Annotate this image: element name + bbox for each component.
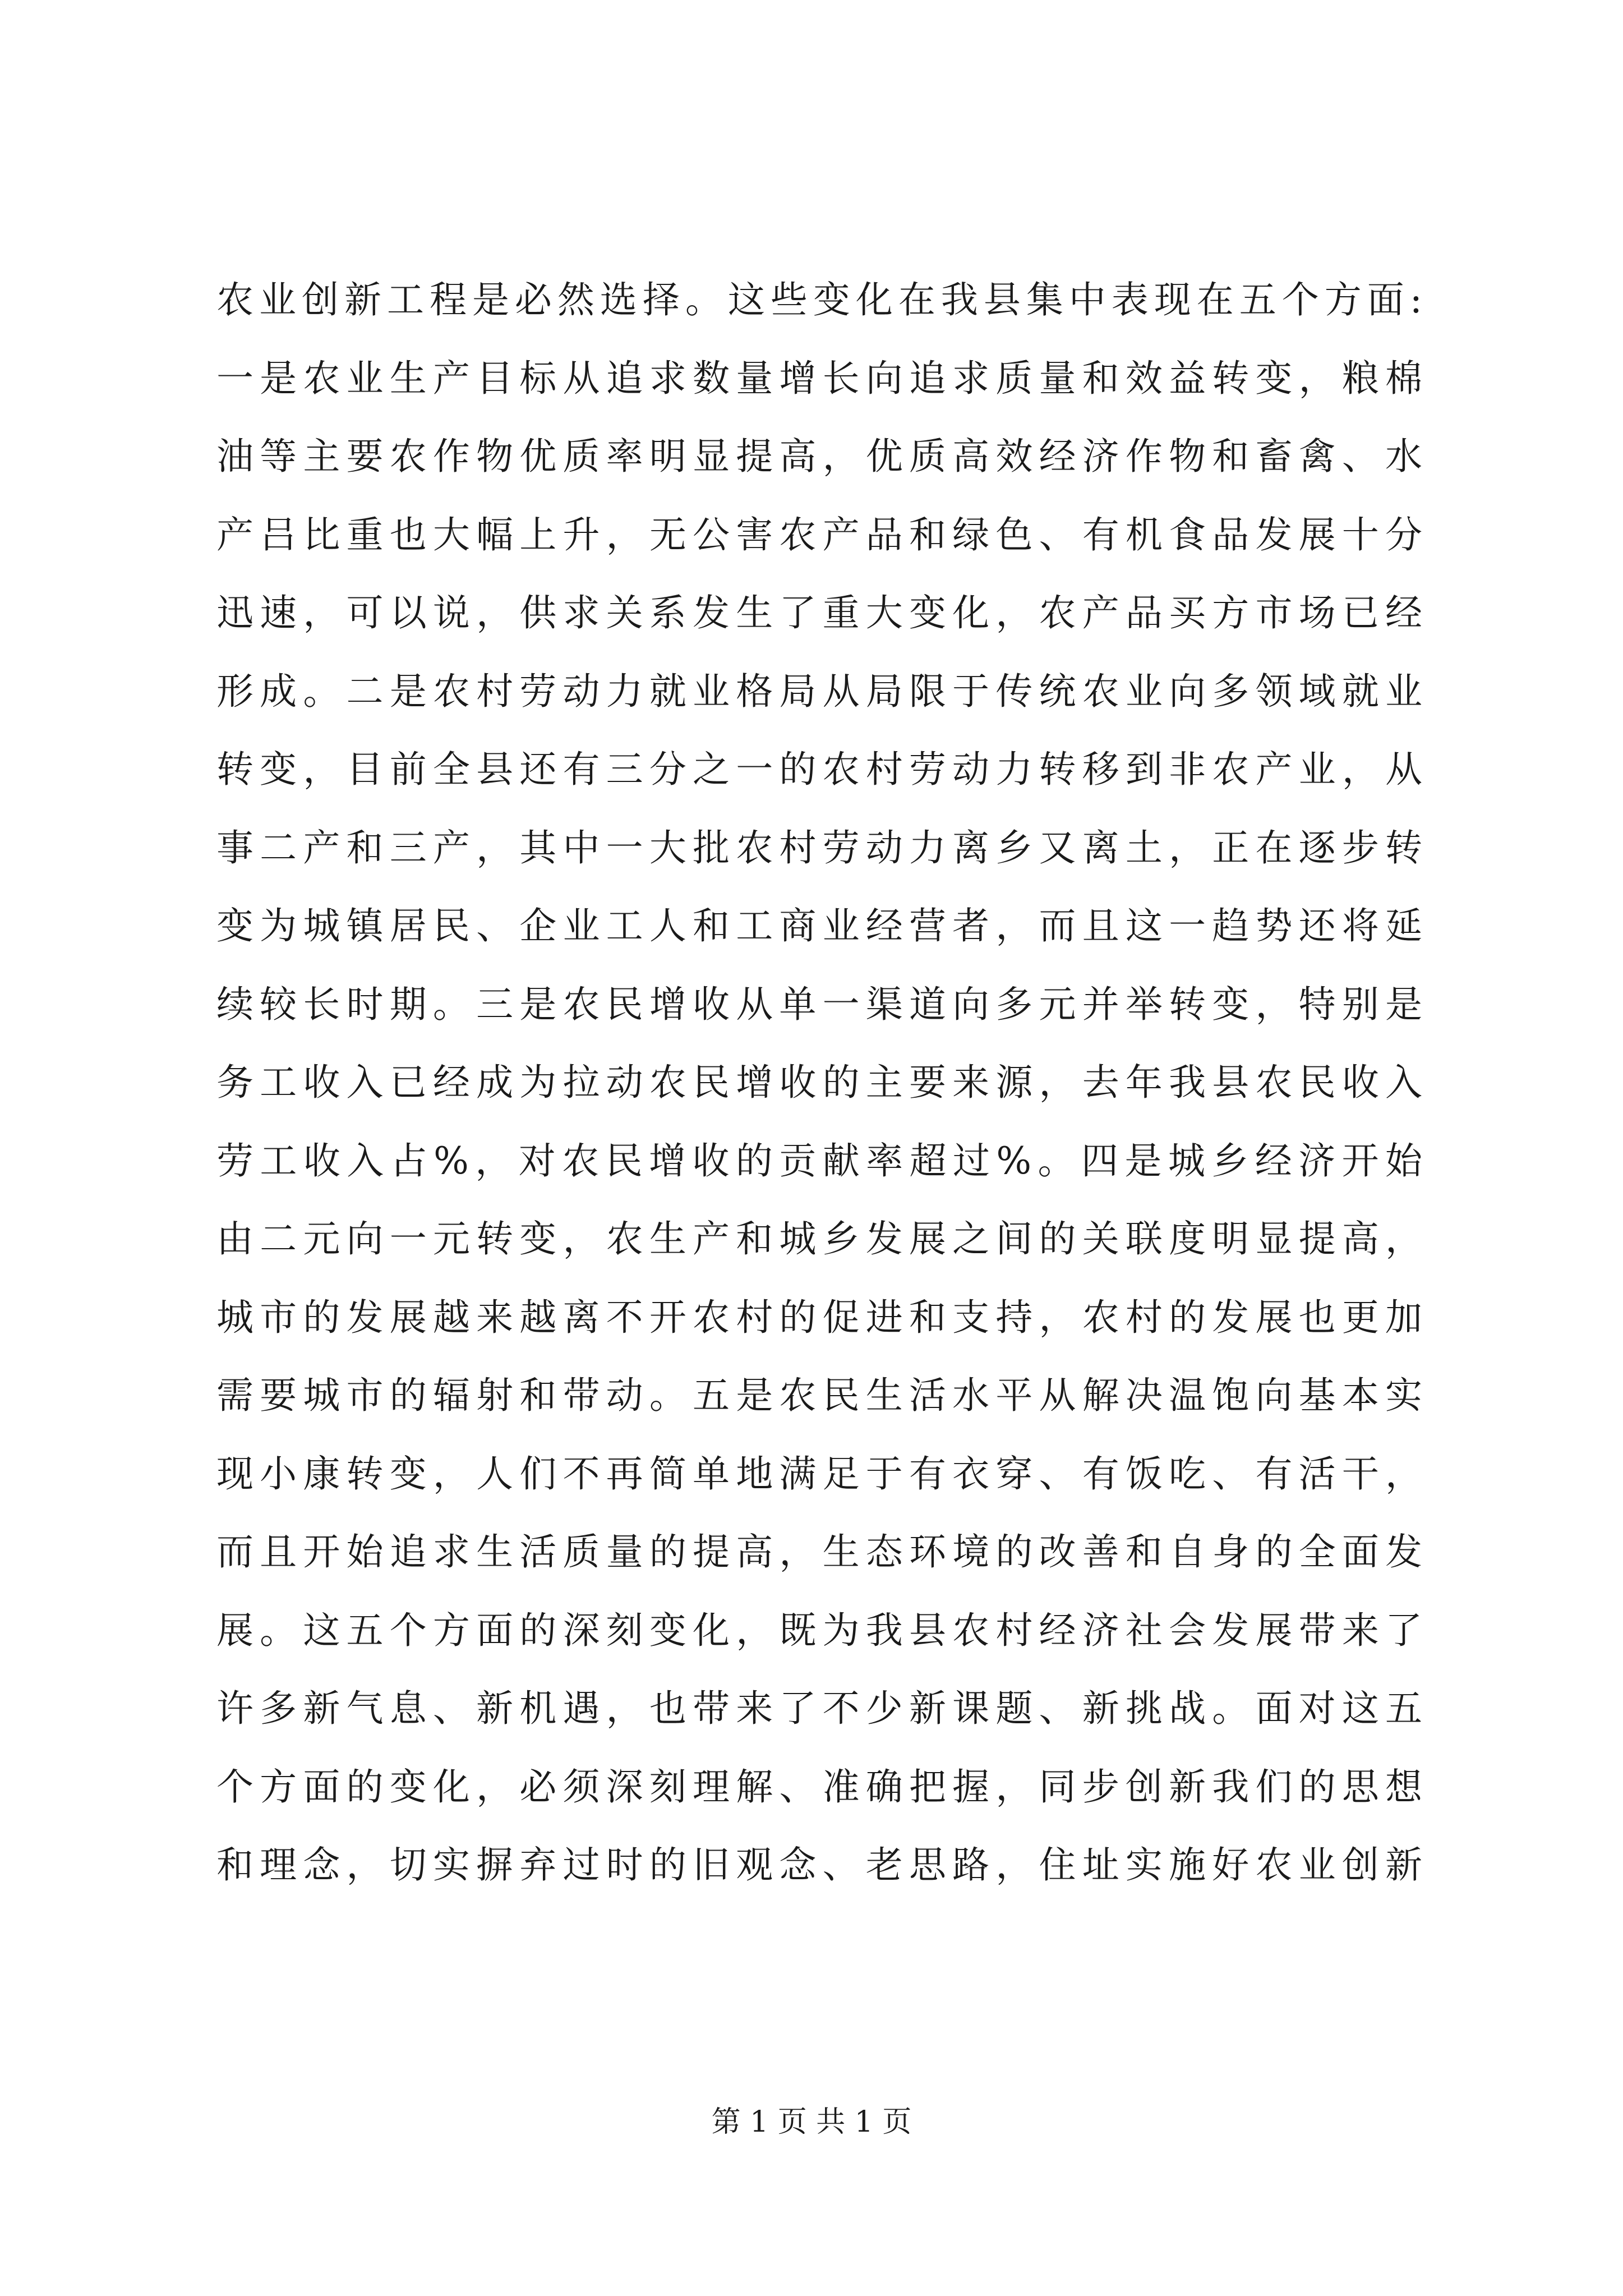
text-line: 一是农业生产目标从追求数量增长向追求质量和效益转变，粮棉 <box>216 356 1422 400</box>
text-line: 由二元向一元转变，农生产和城乡发展之间的关联度明显提高， <box>216 1217 1422 1260</box>
text-line: 产吕比重也大幅上升，无公害农产品和绿色、有机食品发展十分 <box>216 513 1422 556</box>
text-line: 城市的发展越来越离不开农村的促进和支持，农村的发展也更加 <box>216 1295 1422 1339</box>
text-line: 而且开始追求生活质量的提高，生态环境的改善和自身的全面发 <box>216 1530 1422 1573</box>
text-line: 需要城市的辐射和带动。五是农民生活水平从解决温饱向基本实 <box>216 1374 1422 1417</box>
text-line: 农业创新工程是必然选择。这些变化在我县集中表现在五个方面: <box>216 278 1422 321</box>
text-line: 油等主要农作物优质率明显提高，优质高效经济作物和畜禽、水 <box>216 435 1422 478</box>
text-line: 和理念，切实摒弃过时的旧观念、老思路，住址实施好农业创新 <box>216 1843 1422 1887</box>
text-line: 转变，目前全县还有三分之一的农村劳动力转移到非农产业，从 <box>216 748 1422 791</box>
text-line: 形成。二是农村劳动力就业格局从局限于传统农业向多领域就业 <box>216 669 1422 713</box>
text-line: 迅速，可以说，供求关系发生了重大变化，农产品买方市场已经 <box>216 591 1422 634</box>
text-line: 个方面的变化，必须深刻理解、准确把握，同步创新我们的思想 <box>216 1765 1422 1809</box>
text-line: 务工收入已经成为拉动农民增收的主要来源，去年我县农民收入 <box>216 1061 1422 1104</box>
text-line: 事二产和三产，其中一大批农村劳动力离乡又离土，正在逐步转 <box>216 826 1422 869</box>
text-line: 劳工收入占%，对农民增收的贡献率超过%。四是城乡经济开始 <box>216 1139 1422 1182</box>
text-line: 许多新气息、新机遇，也带来了不少新课题、新挑战。面对这五 <box>216 1687 1422 1730</box>
text-line: 续较长时期。三是农民增收从单一渠道向多元并举转变，特别是 <box>216 982 1422 1026</box>
page-footer <box>0 2102 1623 2142</box>
body-text <box>216 261 1422 1904</box>
text-line: 现小康转变，人们不再简单地满足于有衣穿、有饭吃、有活干， <box>216 1452 1422 1496</box>
page-number: 第 1 页 共 1 页 <box>711 2105 912 2139</box>
text-line: 变为城镇居民、企业工人和工商业经营者，而且这一趋势还将延 <box>216 904 1422 947</box>
text-line: 展。这五个方面的深刻变化，既为我县农村经济社会发展带来了 <box>216 1608 1422 1652</box>
